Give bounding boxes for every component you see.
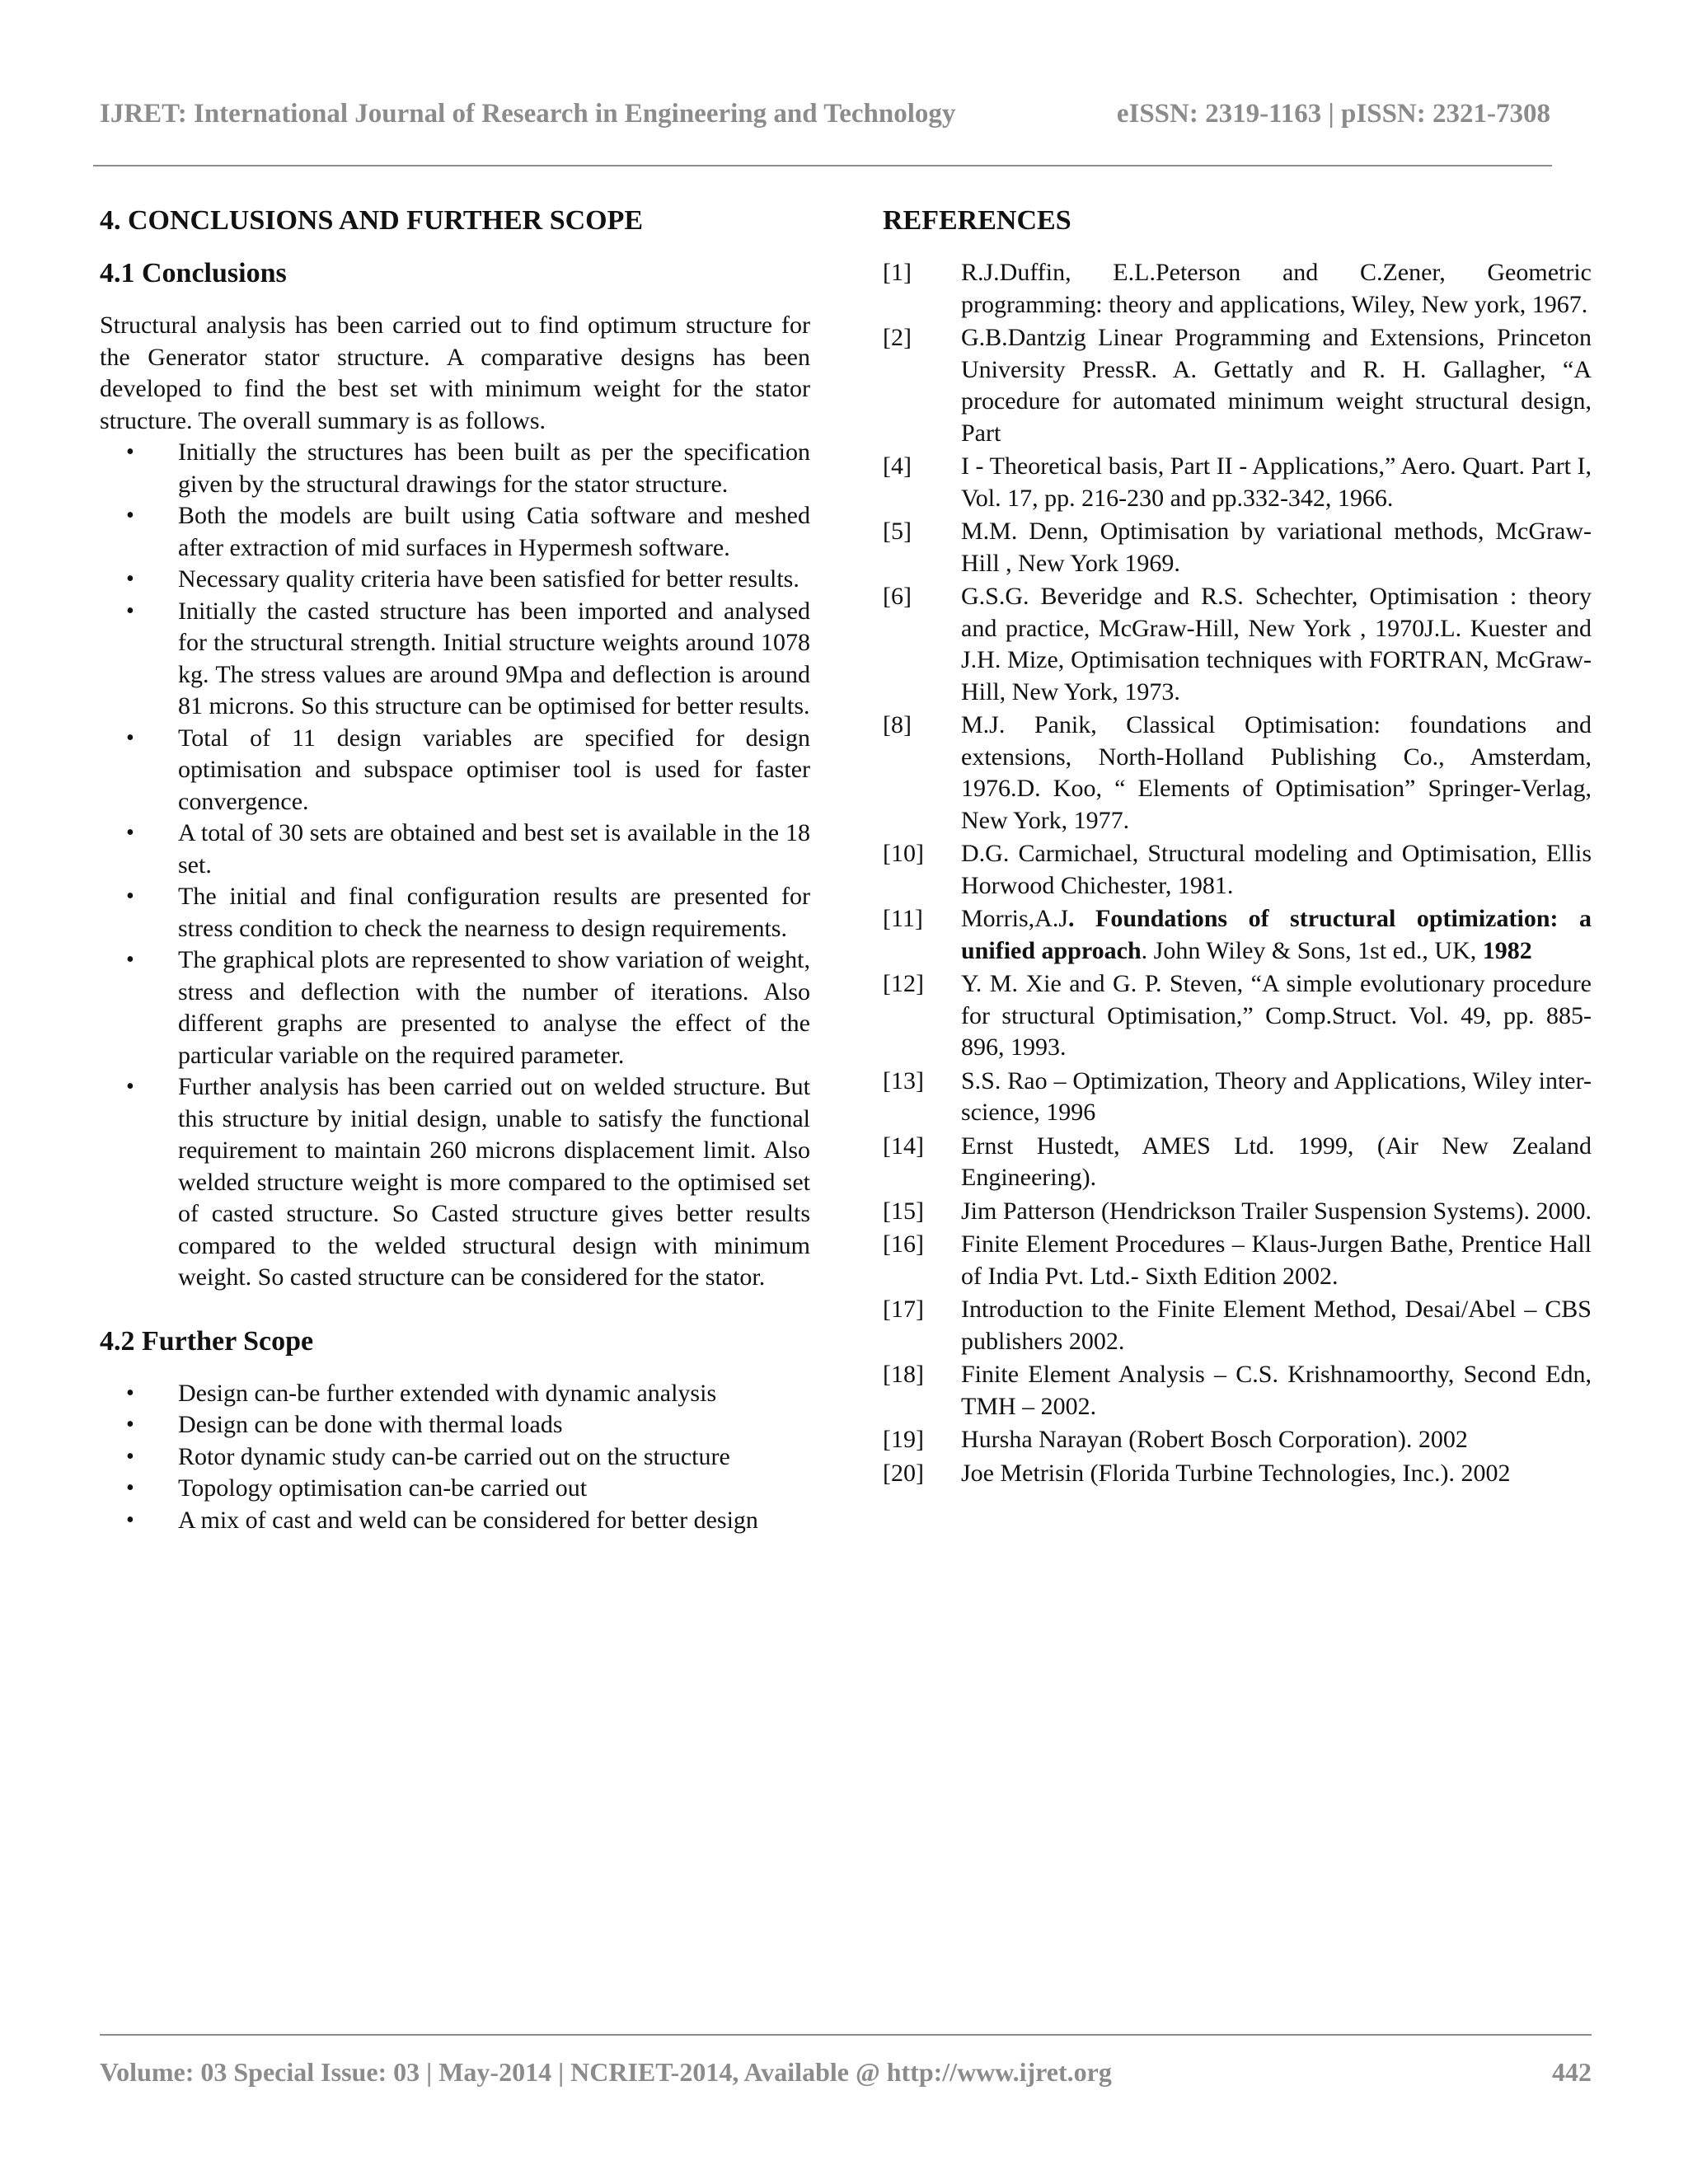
references-heading: REFERENCES	[883, 205, 1071, 236]
reference-item: [4] I - Theoretical basis, Part II - Applications,” Aero. Quart. Part I, Vol. 17, pp. 216-230 and pp.332-342, 1966.	[883, 452, 1592, 512]
reference-item: [20] Joe Metrisin (Florida Turbine Technologies, Inc.). 2002	[883, 1459, 1511, 1487]
running-header	[100, 99, 1550, 129]
bullet-icon: •	[126, 503, 134, 528]
list-item: • Both the models are built using Catia software and meshed after extraction of mid surfaces in Hypermesh software.	[126, 502, 810, 561]
list-item: • Topology optimisation can-be carried out	[100, 1473, 810, 1505]
bullet-icon: •	[126, 1412, 134, 1437]
issn-info: eISSN: 2319-1163 | pISSN: 2321-7308	[1116, 99, 1550, 129]
list-item: • Rotor dynamic study can-be carried out on the structure	[100, 1441, 810, 1474]
header-divider	[93, 165, 1552, 166]
bullet-icon: •	[126, 1475, 134, 1501]
list-item: • The graphical plots are represented to show variation of weight, stress and deflection with the number of iterations. Also different graphs are presented to analyse the effect of the particular variable on the required parameter.	[126, 946, 810, 1069]
reference-item: [19] Hursha Narayan (Robert Bosch Corporation). 2002	[883, 1426, 1468, 1453]
reference-item: [5] M.M. Denn, Optimisation by variational methods, McGraw-Hill , New York 1969.	[883, 518, 1592, 577]
bullet-icon: •	[126, 724, 134, 751]
bullet-icon: •	[126, 566, 134, 592]
reference-item: [1] R.J.Duffin, E.L.Peterson and C.Zener, Geometric programming: theory and applications, Wiley, New york, 1967.	[883, 259, 1592, 318]
list-item: • The initial and final configuration results are presented for stress condition to check the nearness to design requirements.	[126, 883, 810, 942]
conclusions-list	[100, 437, 810, 1294]
further-scope-list	[100, 1378, 810, 1537]
reference-item: [15] Jim Patterson (Hendrickson Trailer Suspension Systems). 2000.	[883, 1197, 1592, 1225]
list-item: • Further analysis has been carried out on welded structure. But this structure by initial design, unable to satisfy the functional requirement to maintain 260 microns displacement limit. Also welded structure weight is more compared to the optimised set of casted structure. So Casted structure gives better results compared to the welded structural design with minimum weight. So casted structure can be considered for the stator.	[126, 1073, 810, 1291]
bullet-icon: •	[126, 1074, 134, 1099]
further-scope-heading: 4.2 Further Scope	[100, 1325, 314, 1357]
conclusions-intro: Structural analysis has been carried out to find optimum structure for the Generator stator structure. A comparative designs has been developed to find the best set with minimum weight for the stator structure. The overall summary is as follows.	[100, 312, 810, 434]
bullet-icon: •	[126, 1507, 134, 1533]
list-item: • Necessary quality criteria have been satisfied for better results.	[100, 564, 810, 596]
left-column	[100, 204, 810, 1536]
reference-item: [16] Finite Element Procedures – Klaus-Jurgen Bathe, Prentice Hall of India Pvt. Ltd.- Sixth Edition 2002.	[883, 1230, 1592, 1290]
bullet-icon: •	[126, 1443, 134, 1469]
right-column	[883, 204, 1592, 1491]
reference-item: [14] Ernst Hustedt, AMES Ltd. 1999, (Air New Zealand Engineering).	[883, 1132, 1592, 1191]
list-item: • Design can be done with thermal loads	[100, 1409, 810, 1441]
reference-item: [8] M.J. Panik, Classical Optimisation: foundations and extensions, North-Holland Publishing Co., Amsterdam, 1976.D. Koo, “ Elements of Optimisation” Springer-Verlag, New York, 1977.	[883, 711, 1592, 834]
reference-item: [11] Morris,A.J. Foundations of structural optimization: a unified approach. John Wiley & Sons, 1st ed., UK, 1982	[883, 905, 1592, 964]
running-footer	[100, 2057, 1592, 2088]
page-number: 442	[1552, 2057, 1592, 2087]
reference-item: [12] Y. M. Xie and G. P. Steven, “A simple evolutionary procedure for structural Optimisation,” Comp.Struct. Vol. 49, pp. 885-896, 1993.	[883, 970, 1592, 1061]
reference-item: [18] Finite Element Analysis – C.S. Krishnamoorthy, Second Edn, TMH – 2002.	[883, 1361, 1592, 1420]
reference-item: [2] G.B.Dantzig Linear Programming and Extensions, Princeton University PressR. A. Gettatly and R. H. Gallagher, “A procedure for automated minimum weight structural design, Part	[883, 324, 1592, 447]
footer-citation: Volume: 03 Special Issue: 03 | May-2014 | NCRIET-2014, Available @ http://www.ijret.org	[100, 2057, 1112, 2087]
bullet-icon: •	[126, 598, 134, 624]
reference-item: [10] D.G. Carmichael, Structural modeling and Optimisation, Ellis Horwood Chichester, 1981.	[883, 840, 1592, 899]
list-item: • Design can-be further extended with dynamic analysis	[100, 1378, 810, 1410]
footer-divider	[100, 2034, 1592, 2036]
list-item: • Initially the structures has been built as per the specification given by the structural drawings for the stator structure.	[126, 438, 810, 498]
list-item: • Total of 11 design variables are specified for design optimisation and subspace optimiser tool is used for faster convergence.	[126, 724, 810, 815]
reference-item: [17] Introduction to the Finite Element Method, Desai/Abel – CBS publishers 2002.	[883, 1296, 1592, 1355]
reference-list	[883, 257, 1592, 1489]
reference-item: [13] S.S. Rao – Optimization, Theory and Applications, Wiley inter-science, 1996	[883, 1066, 1592, 1126]
reference-item: [6] G.S.G. Beveridge and R.S. Schechter, Optimisation : theory and practice, McGraw-Hill, New York , 1970J.L. Kuester and J.H. Mize, Optimisation techniques with FORTRAN, McGraw-Hill, New York, 1973.	[883, 583, 1592, 705]
list-item: • Initially the casted structure has been imported and analysed for the structural strength. Initial structure weights around 1078 kg. The stress values are around 9Mpa and deflection is around 81 microns. So this structure can be optimised for better results.	[126, 597, 810, 719]
bullet-icon: •	[126, 947, 134, 972]
bullet-icon: •	[126, 1380, 134, 1406]
section-title: 4. CONCLUSIONS AND FURTHER SCOPE	[100, 205, 644, 236]
list-item: • A mix of cast and weld can be considered for better design	[100, 1505, 810, 1537]
conclusions-heading: 4.1 Conclusions	[100, 258, 287, 288]
bullet-icon: •	[126, 820, 134, 846]
list-item: • A total of 30 sets are obtained and best set is available in the 18 set.	[126, 819, 810, 879]
bullet-icon: •	[126, 883, 134, 909]
journal-name: IJRET: International Journal of Research in Engineering and Technology	[100, 99, 956, 129]
bullet-icon: •	[126, 439, 134, 465]
